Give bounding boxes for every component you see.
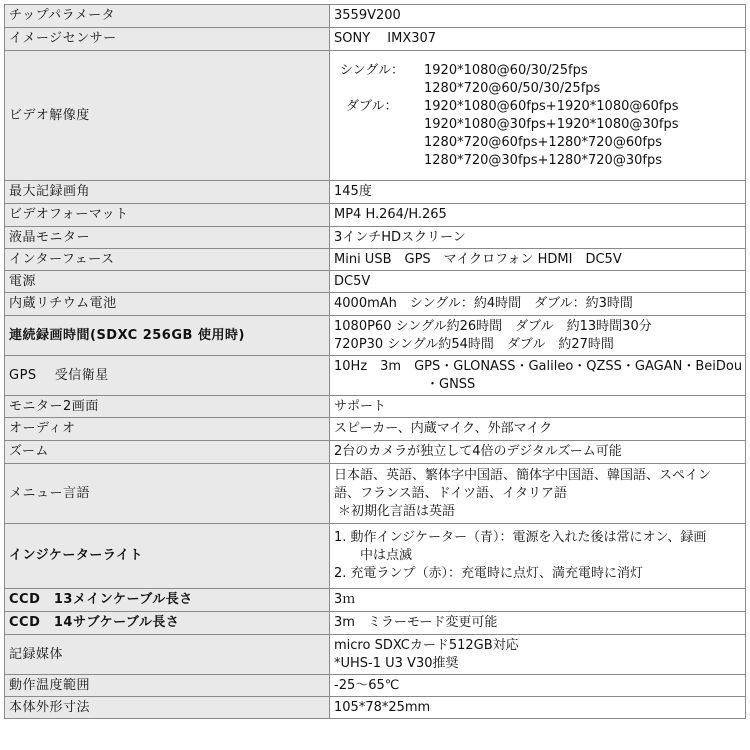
row-label: イメージセンサー — [5, 28, 330, 51]
row-value: 3m ミラーモード変更可能 — [330, 612, 746, 635]
row-label: 動作温度範囲 — [5, 675, 330, 697]
row-label: 最大記録画角 — [5, 181, 330, 204]
spec-row-sub-cable — [5, 612, 746, 635]
spec-row-lcd — [5, 227, 746, 249]
spec-row-recording-time — [5, 316, 746, 356]
spec-row-sensor — [5, 28, 746, 51]
row-value: スピーカー、内蔵マイク、外部マイク — [330, 418, 746, 441]
row-value: サポート — [330, 396, 746, 418]
row-label: インジケーターライト — [5, 524, 330, 589]
dual-resolution: 1280*720@60fps+1280*720@60fps — [424, 134, 662, 150]
spec-row-video-resolution — [5, 51, 746, 181]
spec-row-storage — [5, 635, 746, 675]
dual-resolution: 1280*720@30fps+1280*720@30fps — [424, 152, 662, 168]
single-label: シングル： — [340, 62, 405, 78]
row-value: 10Hz 3m GPS・GLONASS・Galileo・QZSS・GAGAN・BeiDou ・GNSS — [330, 356, 746, 396]
spec-row-main-cable — [5, 589, 746, 612]
dual-label: ダブル： — [346, 98, 398, 114]
spec-row-dual-monitor — [5, 396, 746, 418]
single-resolution: 1920*1080@60/30/25fps — [424, 62, 588, 78]
row-value: -25～65℃ — [330, 675, 746, 697]
row-label: 本体外形寸法 — [5, 697, 330, 719]
row-label: モニター2画面 — [5, 396, 330, 418]
row-value — [330, 51, 746, 181]
spec-row-interface — [5, 249, 746, 271]
row-value: 日本語、英語、繁体字中国語、簡体字中国語、韓国語、スペイン 語、フランス語、ドイツ語、イタリア語 ＊初期化言語は英語 — [330, 464, 746, 524]
dual-resolution: 1920*1080@60fps+1920*1080@60fps — [424, 98, 679, 114]
row-label: 電源 — [5, 271, 330, 293]
spec-row-menu-language — [5, 464, 746, 524]
spec-row-gps — [5, 356, 746, 396]
row-label: ビデオ解像度 — [5, 51, 330, 181]
spec-row-format — [5, 204, 746, 227]
row-value: 3インチHDスクリーン — [330, 227, 746, 249]
single-resolution: 1280*720@60/50/30/25fps — [424, 80, 601, 96]
row-label: オーディオ — [5, 418, 330, 441]
spec-row-chip — [5, 5, 746, 28]
row-value: DC5V — [330, 271, 746, 293]
row-value: 1080P60 シングル約26時間 ダブル 約13時間30分 720P30 シングル約54時間 ダブル 約27時間 — [330, 316, 746, 356]
row-label: 内蔵リチウム電池 — [5, 293, 330, 316]
row-label: CCD 14サブケーブル長さ — [5, 612, 330, 635]
row-value: 3559V200 — [330, 5, 746, 28]
spec-row-indicator — [5, 524, 746, 589]
spec-row-angle — [5, 181, 746, 204]
row-label: GPS 受信衛星 — [5, 356, 330, 396]
row-value: 145度 — [330, 181, 746, 204]
row-value: 4000mAh シングル：約4時間 ダブル：約3時間 — [330, 293, 746, 316]
spec-row-temperature — [5, 675, 746, 697]
row-label: メニュー言語 — [5, 464, 330, 524]
spec-row-battery — [5, 293, 746, 316]
spec-row-zoom — [5, 441, 746, 464]
dual-resolution: 1920*1080@30fps+1920*1080@30fps — [424, 116, 679, 132]
row-label: 記録媒体 — [5, 635, 330, 675]
row-label: 液晶モニター — [5, 227, 330, 249]
row-value: micro SDXCカード512GB対応 *UHS-1 U3 V30推奨 — [330, 635, 746, 675]
row-value: MP4 H.264/H.265 — [330, 204, 746, 227]
row-value: 2台のカメラが独立して4倍のデジタルズーム可能 — [330, 441, 746, 464]
row-value: SONY IMX307 — [330, 28, 746, 51]
row-value: Mini USB GPS マイクロフォン HDMI DC5V — [330, 249, 746, 271]
spec-table — [4, 4, 746, 719]
row-value: 105*78*25mm — [330, 697, 746, 719]
spec-row-audio — [5, 418, 746, 441]
row-label: チップパラメータ — [5, 5, 330, 28]
row-label: 連続録画時間(SDXC 256GB 使用時) — [5, 316, 330, 356]
row-label: ズーム — [5, 441, 330, 464]
row-label: ビデオフォーマット — [5, 204, 330, 227]
row-value: 3ｍ — [330, 589, 746, 612]
spec-row-dimensions — [5, 697, 746, 719]
row-value: 1. 動作インジケーター（青）：電源を入れた後は常にオン、録画 中は点滅 2. 充電ランプ（赤）：充電時に点灯、満充電時に消灯 — [330, 524, 746, 589]
row-label: インターフェース — [5, 249, 330, 271]
spec-row-power — [5, 271, 746, 293]
row-label: CCD 13メインケーブル長さ — [5, 589, 330, 612]
